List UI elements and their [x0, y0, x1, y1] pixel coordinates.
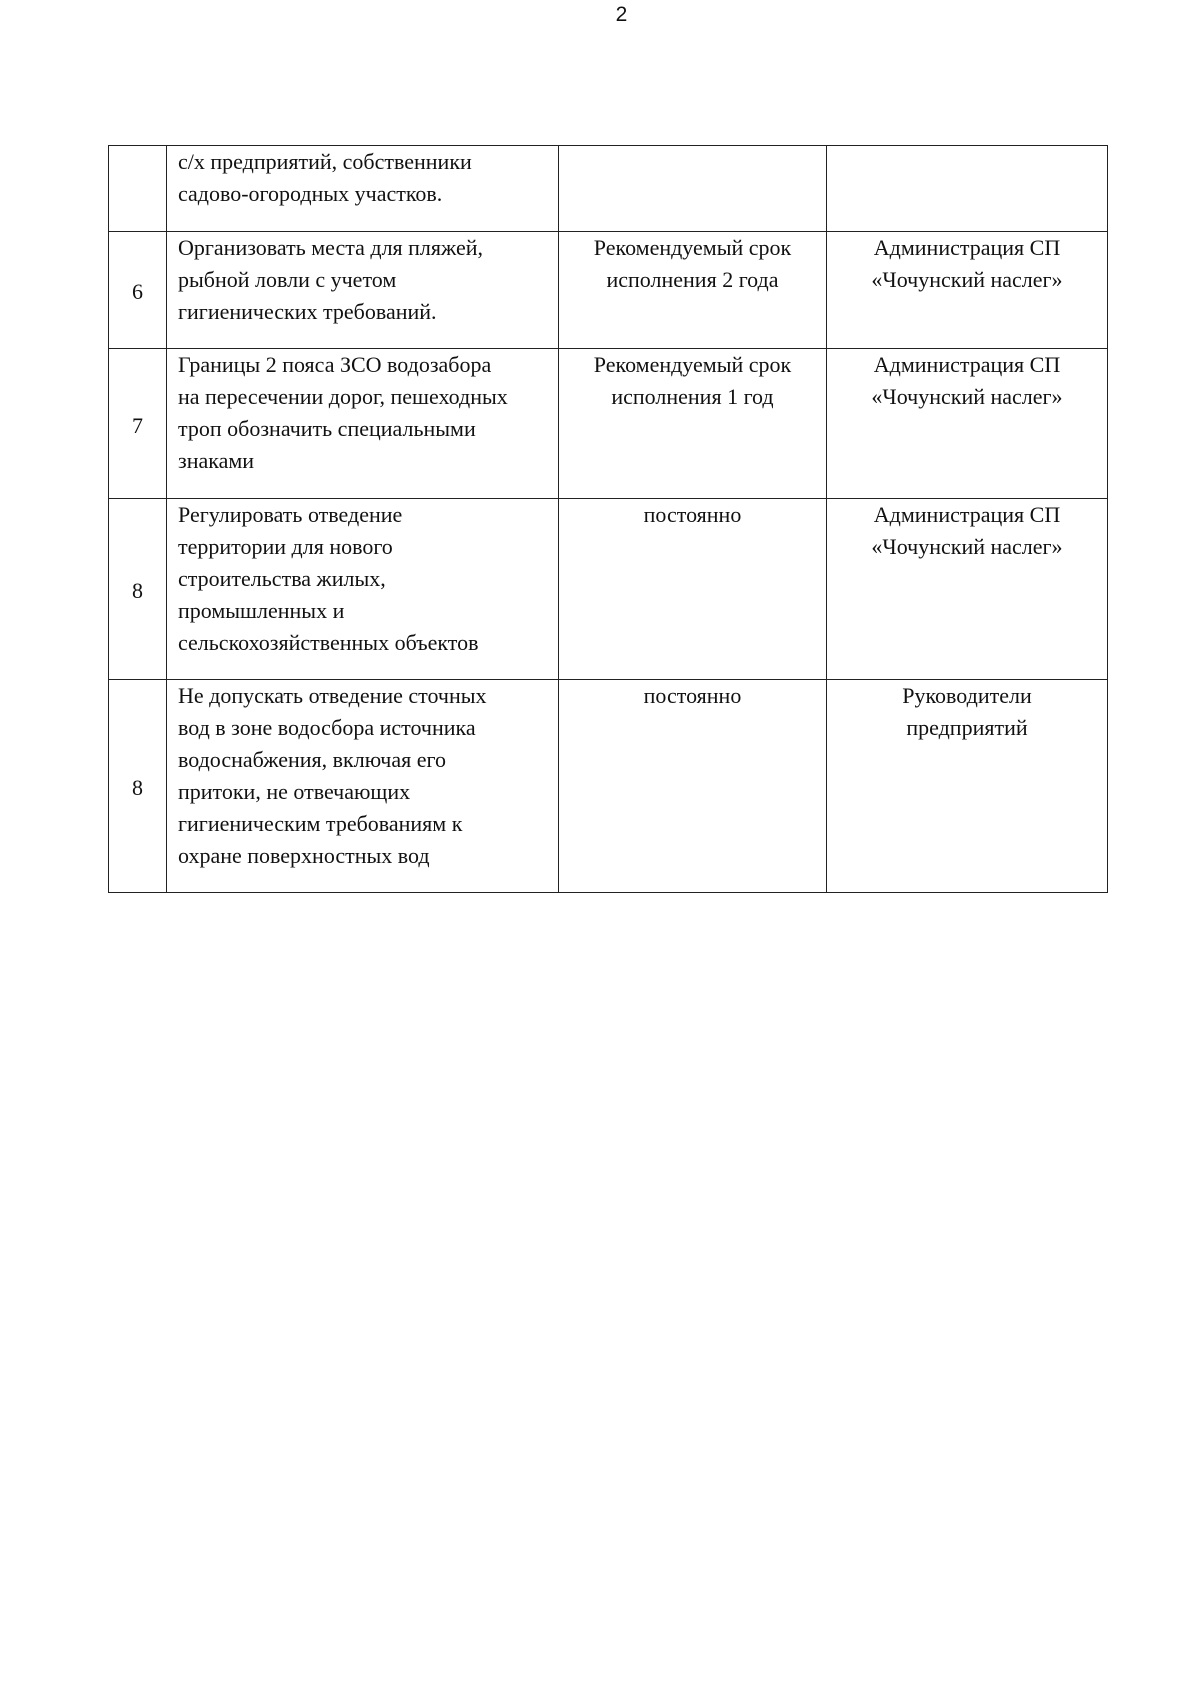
responsible-cell — [827, 232, 1108, 349]
responsible-cell — [827, 349, 1108, 499]
task-cell — [167, 232, 559, 349]
row-number: 8 — [132, 775, 143, 800]
row-number: 8 — [132, 578, 143, 603]
term-cell — [559, 680, 827, 893]
table-row — [109, 680, 1108, 893]
term-text: постоянно — [643, 502, 742, 527]
task-text: с/х предприятий, собственники садово-огородных участков. — [178, 149, 472, 206]
term-cell — [559, 349, 827, 499]
table-row — [109, 232, 1108, 349]
measures-table — [108, 145, 1108, 893]
responsible-cell — [827, 146, 1108, 232]
table-row — [109, 146, 1108, 232]
responsible-text: Руководители предприятий — [902, 683, 1032, 740]
task-text: Регулировать отведение территории для нового строительства жилых, промышленных и сельскохозяйственных объектов — [178, 502, 479, 655]
row-number: 7 — [132, 412, 143, 438]
row-number-cell — [109, 499, 167, 680]
term-cell — [559, 232, 827, 349]
responsible-text: Администрация СП «Чочунский наслег» — [871, 502, 1063, 559]
responsible-cell — [827, 499, 1108, 680]
row-number-cell — [109, 146, 167, 232]
responsible-text: Администрация СП «Чочунский наслег» — [871, 235, 1063, 292]
task-text: Не допускать отведение сточных вод в зоне водосбора источника водоснабжения, включая его притоки, не отвечающих гигиеническим требованиям к охране поверхностных вод — [178, 683, 487, 868]
term-text: постоянно — [643, 683, 742, 708]
task-text: Границы 2 пояса ЗСО водозабора на пересечении дорог, пешеходных троп обозначить специальными знаками — [178, 352, 508, 473]
row-number-cell — [109, 349, 167, 499]
task-cell — [167, 349, 559, 499]
row-number-cell — [109, 680, 167, 893]
responsible-cell — [827, 680, 1108, 893]
table-row — [109, 349, 1108, 499]
term-cell — [559, 499, 827, 680]
responsible-text: Администрация СП «Чочунский наслег» — [871, 352, 1063, 409]
term-text: Рекомендуемый срок исполнения 2 года — [593, 235, 792, 292]
task-cell — [167, 146, 559, 232]
task-text: Организовать места для пляжей, рыбной ловли с учетом гигиенических требований. — [178, 235, 483, 324]
term-text: Рекомендуемый срок исполнения 1 год — [593, 352, 792, 409]
term-cell — [559, 146, 827, 232]
page-number: 2 — [615, 3, 628, 26]
task-cell — [167, 680, 559, 893]
task-cell — [167, 499, 559, 680]
row-number: 6 — [132, 279, 143, 304]
row-number-cell — [109, 232, 167, 349]
table-row — [109, 499, 1108, 680]
